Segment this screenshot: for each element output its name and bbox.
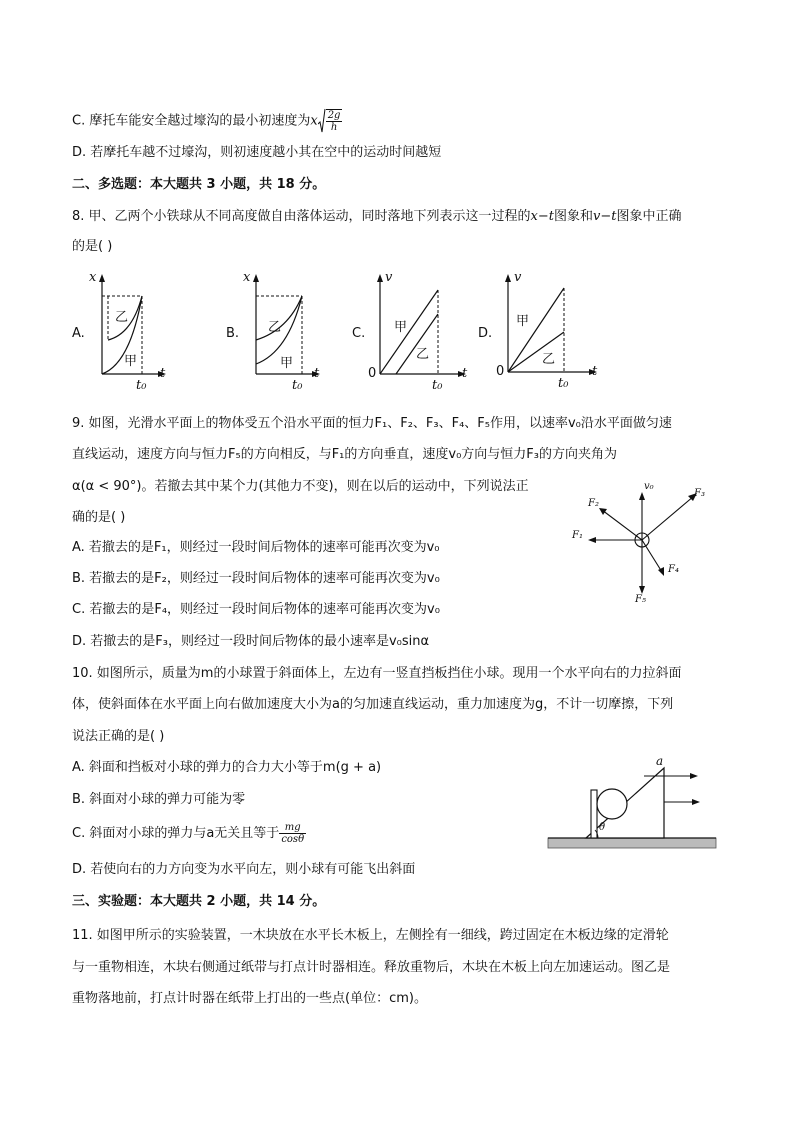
q9-stem-line2: 直线运动，速度方向与恒力F₅的方向相反，与F₁的方向垂直，速度v₀方向与恒力F₃的方向夹角为: [72, 447, 617, 462]
q8-graph-b-upper-label: 乙: [268, 320, 282, 335]
section-heading-multiple-choice: 二、多选题：本大题共 3 小题，共 18 分。: [72, 177, 326, 192]
q11-stem-line1: 11. 如图甲所示的实验装置，一木块放在水平长木板上，左侧拴有一细线，跨过固定在木板边缘的定滑轮: [72, 928, 669, 943]
q8-graph-c: [352, 268, 477, 393]
q10-option-a: A. 斜面和挡板对小球的弹力的合力大小等于m(g + a): [72, 760, 382, 775]
sqrt-expression: [318, 108, 343, 134]
q9-option-c: C. 若撤去的是F₄，则经过一段时间后物体的速率可能再次变为v₀: [72, 602, 440, 617]
sqrt-numerator: 2g: [327, 110, 341, 121]
q9-f1-label: F₁: [572, 530, 583, 541]
q8-graph-b-x-axis: t: [314, 366, 320, 381]
q10-stem-line1: 10. 如图所示，质量为m的小球置于斜面体上，左边有一竖直挡板挡住小球。现用一个水平向右的力拉斜面: [72, 666, 682, 681]
q8-graph-a-upper-label: 乙: [115, 310, 129, 325]
q8-graph-d-t0: t₀: [558, 376, 569, 391]
q10-option-d: D. 若使向右的力方向变为水平向左，则小球有可能飞出斜面: [72, 862, 416, 877]
q9-f4-label: F₄: [668, 564, 679, 575]
q10-option-c-text: C. 斜面对小球的弹力与a无关且等于: [72, 826, 280, 841]
q10-option-c-numerator: mg: [279, 822, 306, 834]
q8-graph-a-y-axis: x: [89, 270, 97, 285]
q8-graph-c-origin: 0: [368, 366, 377, 381]
q9-stem-line3: α(α < 90°)。若撤去其中某个力(其他力不变)，则在以后的运动中，下列说法正: [72, 479, 529, 494]
q10-theta-label: θ: [599, 822, 606, 833]
q10-incline-diagram: [546, 754, 718, 852]
q8-graph-a-t0: t₀: [136, 378, 147, 393]
q8-xt: x−t: [530, 209, 554, 224]
q10-option-b: B. 斜面对小球的弹力可能为零: [72, 792, 246, 807]
q9-f5-label: F₅: [635, 594, 646, 605]
q9-option-b: B. 若撤去的是F₂，则经过一段时间后物体的速率可能再次变为v₀: [72, 571, 440, 586]
q10-option-c-denominator: cosθ: [281, 834, 305, 845]
q9-f2-label: F₂: [588, 498, 599, 509]
q8-graph-b-lower-label: 甲: [280, 356, 294, 371]
q8-graph-a-label: A.: [72, 326, 85, 341]
q10-acceleration-label: a: [656, 754, 664, 768]
q8-graph-d-upper-label: 甲: [516, 314, 530, 329]
q8-graph-a: [72, 268, 182, 393]
q9-stem-line1: 9. 如图，光滑水平面上的物体受五个沿水平面的恒力F₁、F₂、F₃、F₄、F₅作用，以速率v₀沿水平面做匀速: [72, 416, 672, 431]
q8-graph-d-lower-label: 乙: [542, 352, 556, 367]
q9-force-diagram: [566, 478, 716, 610]
q8-stem-c: 图象中正确: [616, 209, 682, 224]
q8-stem-b: 图象和: [554, 209, 594, 224]
q8-graph-c-upper-label: 甲: [394, 320, 408, 335]
q8-stem-a: 8. 甲、乙两个小铁球从不同高度做自由落体运动，同时落地下列表示这一过程的: [72, 209, 531, 224]
q8-graph-c-x-axis: t: [462, 366, 468, 381]
q9-option-a: A. 若撤去的是F₁，则经过一段时间后物体的速率可能再次变为v₀: [72, 540, 440, 555]
q7-option-d: D. 若摩托车越不过壕沟，则初速度越小其在空中的运动时间越短: [72, 145, 442, 160]
sqrt-sign-icon: [318, 108, 326, 134]
q8-graph-b-y-axis: x: [243, 270, 251, 285]
q8-graph-d-y-axis: v: [514, 270, 522, 285]
q8-graph-d-x-axis: t: [592, 364, 598, 379]
q8-graph-d-origin: 0: [496, 364, 505, 379]
q8-stem-line2: 的是( ): [72, 239, 113, 254]
q8-graph-d-label: D.: [478, 326, 493, 341]
q8-graph-d: [478, 268, 608, 393]
q8-graph-a-x-axis: t: [160, 366, 166, 381]
q9-option-d: D. 若撤去的是F₃，则经过一段时间后物体的最小速率是v₀sinα: [72, 634, 430, 649]
q9-v0-label: v₀: [644, 481, 654, 492]
section-heading-experiment: 三、实验题：本大题共 2 小题，共 14 分。: [72, 894, 326, 909]
sqrt-denominator: h: [330, 122, 338, 133]
q8-vt: v−t: [593, 209, 617, 224]
q8-graph-c-label: C.: [352, 326, 366, 341]
q7-option-c-x: x: [310, 113, 318, 129]
q8-graph-c-lower-label: 乙: [416, 347, 430, 362]
q8-graph-b: [226, 268, 336, 393]
q9-stem-line4: 确的是( ): [72, 510, 126, 525]
q11-stem-line2: 与一重物相连，木块右侧通过纸带与打点计时器相连。释放重物后，木块在木板上向左加速运动。图乙是: [72, 960, 671, 975]
q8-graph-b-label: B.: [226, 326, 240, 341]
q8-graph-b-t0: t₀: [292, 378, 303, 393]
q8-graph-c-y-axis: v: [385, 270, 393, 285]
q10-stem-line3: 说法正确的是( ): [72, 729, 165, 744]
q7-option-c: [72, 108, 342, 134]
q8-graph-a-lower-label: 甲: [124, 354, 138, 369]
q8-stem-line1: [72, 207, 682, 227]
q11-stem-line3: 重物落地前，打点计时器在纸带上打出的一些点(单位：cm)。: [72, 991, 427, 1006]
q10-option-c: [72, 822, 306, 845]
q10-stem-line2: 体，使斜面体在水平面上向右做加速度大小为a的匀加速直线运动，重力加速度为g，不计一切摩擦，下列: [72, 697, 674, 712]
q8-graph-c-t0: t₀: [432, 378, 443, 393]
q9-f3-label: F₃: [694, 488, 705, 499]
q7-option-c-text: C. 摩托车能安全越过壕沟的最小初速度为: [72, 113, 311, 129]
